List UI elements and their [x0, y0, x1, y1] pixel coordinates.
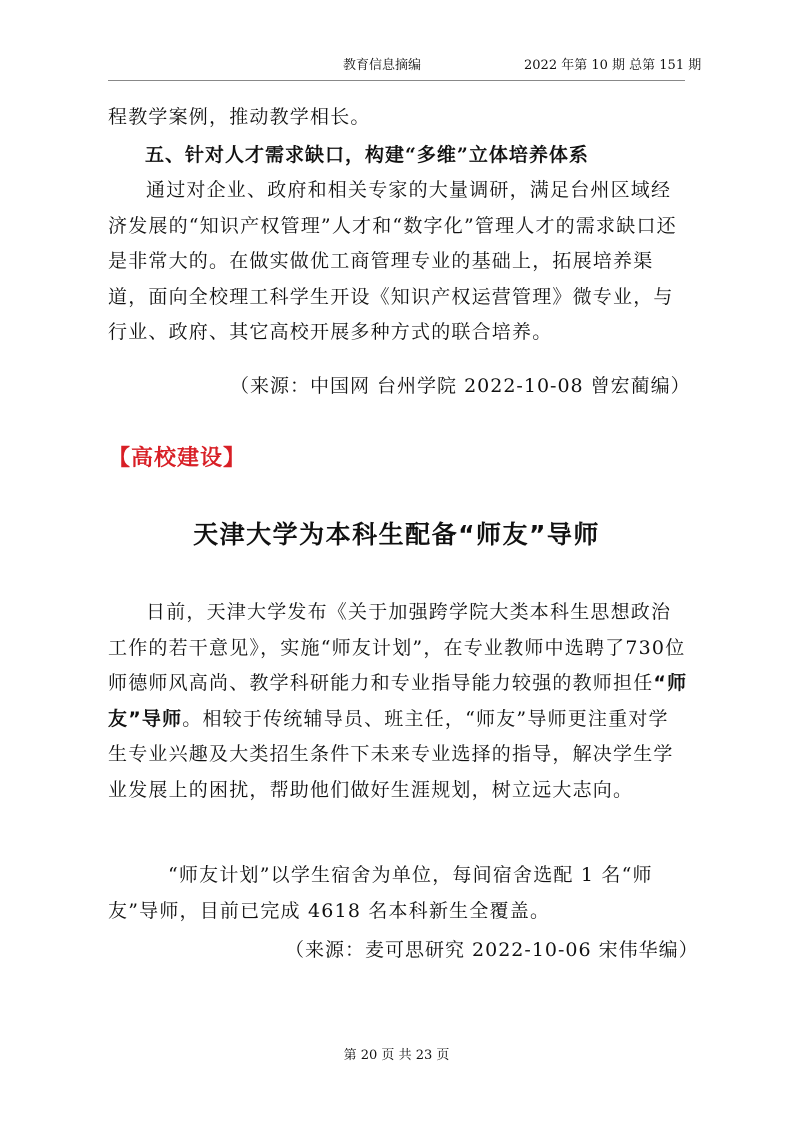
- running-header: [0, 54, 793, 74]
- article2-paragraph-2: “师友计划”以学生宿舍为单位，每间宿舍选配 1 名“师友”导师，目前已完成 4618 名本科新生全覆盖。: [108, 864, 653, 922]
- article1-tail-paragraph: 程教学案例，推动教学相长。: [108, 106, 371, 128]
- page-number: 第 20 页 共 23 页: [343, 1048, 450, 1063]
- article2-paragraph-1: [108, 595, 688, 808]
- article2-p1-bold-term: “师友”导师: [108, 672, 688, 730]
- section-tag: 【高校建设】: [108, 446, 247, 471]
- article1-source: （来源：中国网 台州学院 2022-10-08 曾宏蔺编）: [230, 375, 691, 397]
- header-divider: [108, 80, 685, 81]
- article2-p1-text-continued: 。相较于传统辅导员、班主任，“师友”导师更注重对学生专业兴趣及大类招生条件下未来专业选择的指导，解决学生学业发展上的困扰，帮助他们做好生涯规划，树立远大志向。: [108, 707, 674, 801]
- issue-number: 2022 年第 10 期 总第 151 期: [524, 58, 702, 73]
- article2-p1-text: 日前，天津大学发布《关于加强跨学院大类本科生思想政治工作的若干意见》，实施“师友计划”，在专业教师中选聘了730位师德师风高尚、教学科研能力和专业指导能力较强的教师担任: [108, 601, 686, 694]
- article1-paragraph: 通过对企业、政府和相关专家的大量调研，满足台州区域经济发展的“知识产权管理”人才和“数字化”管理人才的需求缺口还是非常大的。在做实做优工商管理专业的基础上，拓展培养渠道，面向全校理工科学生开设《知识产权运营管理》微专业，与行业、政府、其它高校开展多种方式的联合培养。: [108, 179, 677, 343]
- article2-source: （来源：麦可思研究 2022-10-06 宋伟华编）: [285, 939, 699, 961]
- publication-name: 教育信息摘编: [343, 58, 422, 73]
- section-heading: 五、针对人才需求缺口，构建“多维”立体培养体系: [145, 144, 589, 166]
- article2-title: 天津大学为本科生配备“师友”导师: [193, 520, 600, 549]
